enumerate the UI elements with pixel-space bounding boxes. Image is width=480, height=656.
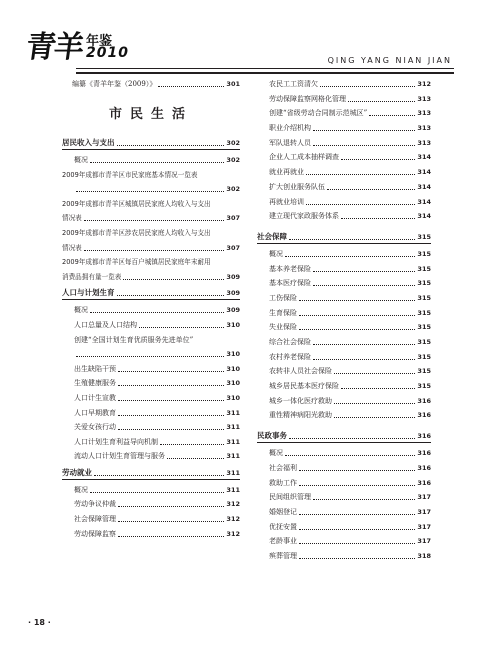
dot-leader [167, 458, 224, 459]
toc-page-number: 312 [417, 80, 431, 88]
dot-leader [289, 438, 415, 439]
toc-page-number: 315 [417, 308, 431, 317]
section-divider [62, 299, 240, 300]
toc-entry[interactable] [62, 529, 240, 539]
toc-entry-title: 2009年成都市青羊区涉农居民家庭人均收入与支出 [62, 228, 211, 237]
toc-page-number: 312 [226, 500, 240, 509]
dot-leader [313, 130, 415, 131]
dot-leader [94, 475, 224, 476]
toc-page-number: 314 [417, 153, 431, 162]
dot-leader [299, 529, 415, 530]
toc-entry[interactable] [257, 337, 431, 347]
toc-entry[interactable] [257, 108, 431, 118]
toc-entry-title: 建立现代家政服务体系 [269, 212, 339, 221]
dot-leader [118, 429, 224, 430]
toc-left-column [62, 79, 240, 545]
page-number: · 18 · [28, 618, 51, 627]
toc-entry[interactable] [62, 257, 240, 267]
dot-leader [118, 400, 224, 401]
toc-entry-title: 劳动争议仲裁 [74, 500, 116, 509]
toc-entry-title: 劳动保障监察 [74, 529, 116, 538]
toc-entry-title: 婚姻登记 [269, 507, 297, 516]
logo-script-text: 青羊 [23, 30, 85, 65]
dot-leader [117, 295, 225, 296]
dot-leader [299, 558, 415, 559]
toc-page-number: 311 [226, 423, 240, 432]
toc-page-number: 312 [226, 529, 240, 538]
toc-entry-title: 关爱女孩行动 [74, 423, 116, 432]
toc-entry-title: 概况 [74, 156, 88, 164]
toc-page-number: 315 [417, 382, 431, 391]
toc-page-number: 314 [417, 197, 431, 206]
toc-entry[interactable] [257, 138, 431, 148]
toc-page-number: 311 [226, 452, 240, 461]
toc-entry-title: 流动人口计划生育管理与服务 [74, 452, 165, 461]
toc-entry[interactable] [62, 364, 240, 374]
dot-leader [341, 159, 415, 160]
toc-entry-title: 2009年成都市青羊区市民家庭基本情况一览表 [62, 170, 198, 179]
toc-page-number: 315 [417, 367, 431, 376]
toc-section-heading[interactable] [257, 232, 431, 242]
dot-leader [117, 145, 225, 146]
toc-entry[interactable] [62, 335, 240, 345]
toc-entry[interactable] [257, 478, 431, 488]
toc-page-number: 314 [417, 168, 431, 177]
toc-entry[interactable] [62, 320, 240, 330]
toc-entry-title: 企业人工成本抽样调查 [269, 153, 339, 162]
toc-entry[interactable] [62, 378, 240, 388]
chapter-title: 市民生活 [108, 107, 193, 122]
toc-entry-title: 概况 [269, 249, 283, 258]
toc-entry[interactable] [62, 499, 240, 509]
toc-entry-title: 职业介绍机构 [269, 124, 311, 133]
toc-entry-title: 居民收入与支出 [62, 138, 115, 147]
toc-page-number: 316 [417, 411, 431, 420]
dot-leader [123, 279, 224, 280]
toc-entry-title: 扩大创业服务队伍 [269, 182, 325, 191]
toc-entry[interactable] [62, 184, 240, 194]
dot-leader [341, 218, 415, 219]
dot-leader [313, 344, 415, 345]
dot-leader [348, 101, 415, 102]
yearbook-logo [23, 26, 146, 72]
toc-entry-title: 概况 [269, 449, 283, 458]
toc-entry[interactable] [257, 197, 431, 207]
toc-entry[interactable] [257, 396, 431, 406]
dot-leader [341, 388, 415, 389]
toc-entry[interactable] [257, 507, 431, 517]
toc-page-number: 311 [226, 408, 240, 417]
toc-entry[interactable] [62, 349, 240, 359]
toc-entry[interactable] [62, 422, 240, 432]
toc-entry-title: 社会福利 [269, 463, 297, 472]
toc-entry[interactable] [257, 182, 431, 192]
section-divider [62, 149, 240, 150]
toc-page-number: 316 [417, 449, 431, 458]
toc-entry[interactable] [62, 451, 240, 461]
toc-page-number: 315 [417, 279, 431, 288]
toc-page-number: 317 [417, 522, 431, 531]
toc-entry[interactable] [257, 167, 431, 177]
toc-page-number: 315 [417, 232, 431, 241]
dot-leader [369, 115, 415, 116]
dot-leader [90, 162, 224, 163]
dot-leader [299, 514, 415, 515]
toc-page-number: 315 [417, 249, 431, 258]
toc-entry[interactable] [62, 437, 240, 447]
running-title: QING YANG NIAN JIAN [327, 56, 452, 65]
toc-page-number: 302 [226, 139, 240, 147]
dot-leader [118, 521, 224, 522]
toc-section-heading[interactable] [257, 431, 431, 441]
toc-entry-title: 民政事务 [257, 431, 287, 441]
toc-page-number: 301 [226, 80, 240, 88]
toc-page-number: 318 [417, 551, 431, 560]
toc-entry-title: 人口与计划生育 [62, 288, 115, 298]
toc-entry-title: 人口计生宣教 [74, 393, 116, 402]
dot-leader [118, 415, 224, 416]
toc-page-number: 311 [226, 468, 240, 477]
toc-section-heading[interactable] [62, 468, 240, 478]
toc-entry[interactable] [257, 94, 431, 104]
dot-leader [299, 470, 415, 471]
toc-entry-title: 城乡居民基本医疗保险 [269, 382, 339, 391]
toc-entry-title: 农转非人员社会保险 [269, 367, 332, 376]
toc-page-number: 315 [417, 293, 431, 302]
toc-page-number: 314 [417, 212, 431, 221]
dot-leader [334, 373, 415, 374]
toc-entry[interactable] [257, 410, 431, 420]
dot-leader [160, 444, 224, 445]
dot-leader [285, 455, 415, 456]
toc-entry-title: 人口计划生育利益导向机制 [74, 437, 158, 446]
toc-entry[interactable] [62, 243, 240, 253]
toc-entry[interactable] [257, 536, 431, 546]
toc-page-number: 315 [417, 323, 431, 332]
toc-page-number: 310 [226, 320, 240, 329]
toc-entry-title: 劳动保障监察网格化管理 [269, 94, 346, 103]
toc-entry-title: 重性精神病阳光救助 [269, 411, 332, 420]
toc-section-heading[interactable] [62, 288, 240, 298]
toc-entry-title: 情况表 [62, 243, 82, 252]
toc-entry[interactable] [257, 381, 431, 391]
toc-entry-title: 概况 [74, 306, 88, 315]
toc-entry[interactable] [62, 514, 240, 524]
toc-entry-title: 军队退转人员 [269, 138, 311, 147]
toc-entry[interactable] [257, 152, 431, 162]
dot-leader [139, 327, 224, 328]
dot-leader [76, 191, 224, 192]
section-divider [257, 442, 431, 443]
toc-page-number: 307 [226, 214, 240, 223]
toc-entry-title: 综合社会保险 [269, 338, 311, 346]
toc-entry-title: 救助工作 [269, 478, 297, 487]
toc-entry-title: 人口早期教育 [74, 408, 116, 417]
toc-entry-title: 殡葬管理 [269, 551, 297, 560]
toc-entry-title: 生殖健康服务 [74, 379, 116, 388]
toc-entry-title: 再就业培训 [269, 197, 304, 206]
dot-leader [313, 271, 415, 272]
toc-entry-title: 优抚安置 [269, 522, 297, 531]
toc-entry-title: 2009年成都市青羊区每百户城镇居民家庭年末耐用 [62, 258, 211, 267]
toc-page-number: 316 [417, 396, 431, 405]
section-divider [62, 479, 240, 480]
toc-section-heading[interactable] [62, 138, 240, 148]
dot-leader [118, 506, 224, 507]
toc-page-number: 317 [417, 537, 431, 546]
dot-leader [306, 204, 415, 205]
toc-entry-title: 民间组织管理 [269, 493, 311, 502]
dot-leader [334, 417, 415, 418]
toc-entry-title: 生育保险 [269, 308, 297, 317]
dot-leader [118, 385, 224, 386]
toc-page-number: 310 [226, 379, 240, 388]
toc-page-number: 316 [417, 432, 431, 441]
dot-leader [84, 220, 225, 221]
toc-page-number: 316 [417, 478, 431, 487]
toc-entry-title: 农民工工资清欠 [269, 80, 318, 88]
toc-entry-title: 出生缺陷干预 [74, 364, 116, 373]
logo-year: 2010 [86, 45, 129, 61]
toc-entry[interactable] [257, 463, 431, 473]
toc-page-number: 310 [226, 364, 240, 373]
dot-leader [313, 359, 415, 360]
toc-entry[interactable] [62, 79, 240, 89]
toc-entry[interactable] [257, 352, 431, 362]
toc-entry[interactable] [62, 272, 240, 282]
toc-entry[interactable] [257, 249, 431, 259]
dot-leader [313, 145, 415, 146]
toc-entry-title: 失业保险 [269, 323, 297, 332]
toc-entry[interactable] [62, 485, 240, 495]
toc-entry[interactable] [257, 448, 431, 458]
toc-page-number: 310 [226, 393, 240, 402]
toc-page-number: 317 [417, 507, 431, 516]
toc-entry[interactable] [257, 278, 431, 288]
toc-entry-title: 农村养老保险 [269, 352, 311, 361]
toc-entry-title: 就业再就业 [269, 168, 304, 177]
toc-entry-title: 创建“省级劳动合同制示范城区” [269, 109, 368, 118]
toc-entry-title: 消费品拥有量一览表 [62, 272, 122, 281]
toc-page-number: 312 [226, 515, 240, 524]
toc-page-number: 315 [417, 264, 431, 273]
toc-entry-title: 社会保障管理 [74, 515, 116, 524]
page-header [0, 0, 480, 74]
toc-right-column [257, 79, 431, 572]
dot-leader [118, 536, 224, 537]
section-divider [257, 243, 431, 244]
toc-entry[interactable] [257, 264, 431, 274]
dot-leader [313, 285, 415, 286]
dot-leader [313, 499, 415, 500]
logo-label: 年鉴 [86, 34, 113, 49]
dot-leader [289, 239, 415, 240]
toc-entry-title: 创建“全国计划生育优质服务先进单位” [74, 335, 194, 344]
dot-leader [299, 315, 415, 316]
header-rule-thin [76, 68, 454, 69]
toc-entry-title: 老龄事业 [269, 537, 297, 546]
toc-entry[interactable] [257, 123, 431, 133]
toc-page-number: 309 [226, 272, 240, 281]
dot-leader [299, 300, 415, 301]
toc-page-number: 302 [226, 185, 240, 194]
toc-entry[interactable] [62, 228, 240, 238]
toc-page-number: 313 [417, 94, 431, 103]
toc-entry[interactable] [257, 79, 431, 89]
toc-entry-title: 基本养老保险 [269, 264, 311, 273]
toc-entry[interactable] [62, 170, 240, 180]
toc-entry[interactable] [62, 305, 240, 315]
toc-entry[interactable] [62, 155, 240, 165]
toc-page-number: 310 [226, 350, 240, 359]
dot-leader [299, 543, 415, 544]
toc-entry-title: 2009年成都市青羊区城镇居民家庭人均收入与支出 [62, 199, 211, 208]
toc-page-number: 302 [226, 156, 240, 164]
toc-entry[interactable] [257, 522, 431, 532]
toc-entry[interactable] [257, 492, 431, 502]
toc-entry[interactable] [62, 199, 240, 209]
toc-entry[interactable] [257, 551, 431, 561]
dot-leader [90, 492, 224, 493]
toc-entry-title: 编纂《青羊年鉴（2009）》 [72, 80, 157, 88]
toc-page-number: 307 [226, 243, 240, 252]
toc-entry-title: 城乡一体化医疗救助 [269, 396, 332, 405]
toc-entry-title: 劳动就业 [62, 467, 92, 477]
toc-entry-title: 情况表 [62, 214, 82, 223]
toc-entry[interactable] [62, 393, 240, 403]
toc-entry-title: 社会保障 [257, 231, 287, 241]
toc-page-number: 311 [226, 485, 240, 494]
dot-leader [320, 86, 415, 87]
toc-entry-title: 概况 [74, 485, 88, 494]
toc-page-number: 314 [417, 182, 431, 191]
toc-entry[interactable] [257, 211, 431, 221]
toc-entry[interactable] [62, 408, 240, 418]
toc-page-number: 317 [417, 493, 431, 502]
toc-page-number: 311 [226, 437, 240, 446]
dot-leader [306, 174, 415, 175]
header-rule [76, 72, 454, 74]
dot-leader [299, 329, 415, 330]
toc-entry[interactable] [257, 366, 431, 376]
toc-page-number: 315 [417, 338, 431, 346]
toc-entry[interactable] [257, 308, 431, 318]
toc-page-number: 313 [417, 109, 431, 118]
toc-entry-title: 基本医疗保险 [269, 279, 311, 288]
toc-page-number: 313 [417, 138, 431, 147]
dot-leader [334, 403, 415, 404]
dot-leader [285, 256, 415, 257]
toc-page-number: 309 [226, 289, 240, 298]
dot-leader [299, 485, 415, 486]
dot-leader [118, 371, 224, 372]
toc-entry[interactable] [62, 213, 240, 223]
dot-leader [158, 86, 224, 87]
toc-entry-title: 工伤保险 [269, 293, 297, 302]
toc-page-number: 316 [417, 463, 431, 472]
toc-entry-title: 人口总量及人口结构 [74, 320, 137, 329]
dot-leader [76, 356, 224, 357]
toc-page-number: 309 [226, 306, 240, 315]
toc-page-number: 315 [417, 352, 431, 361]
dot-leader [84, 250, 225, 251]
dot-leader [90, 312, 224, 313]
toc-entry[interactable] [257, 293, 431, 303]
toc-entry[interactable] [257, 322, 431, 332]
toc-page-number: 313 [417, 124, 431, 133]
dot-leader [327, 189, 415, 190]
